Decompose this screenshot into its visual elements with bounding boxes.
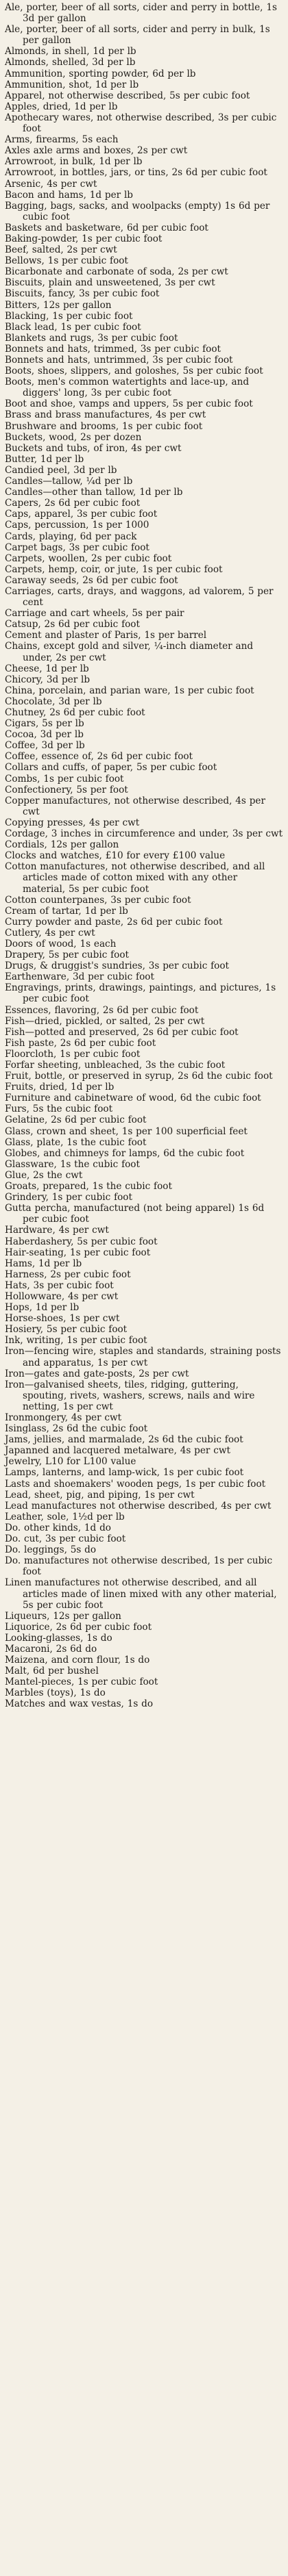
tariff-entry: Hair-seating, 1s per cubic foot: [5, 1247, 151, 1258]
tariff-entry: Bicarbonate and carbonate of soda, 2s per cwt: [5, 266, 228, 278]
tariff-entry: Boots, men's common watertights and lace-up, and diggers' long, 3s per cubic foot: [5, 377, 250, 399]
tariff-entry: Copper manufactures, not otherwise described, 4s per cwt: [5, 795, 265, 817]
tariff-entry: Chutney, 2s 6d per cubic foot: [5, 707, 145, 718]
tariff-entry: Cheese, 1d per lb: [5, 663, 89, 674]
tariff-entry: Grindery, 1s per cubic foot: [5, 1192, 132, 1203]
tariff-entry: Fish—potted and preserved, 2s 6d per cubic foot: [5, 1026, 239, 1038]
tariff-entry: Glue, 2s the cwt: [5, 1169, 83, 1181]
tariff-entry: Blankets and rugs, 3s per cubic foot: [5, 332, 178, 344]
tariff-entry: Cutlery, 4s per cwt: [5, 927, 95, 939]
tariff-entry: Cordials, 12s per gallon: [5, 839, 119, 851]
tariff-entry: Cotton counterpanes, 3s per cubic foot: [5, 894, 191, 906]
tariff-entry: Almonds, shelled, 3d per lb: [5, 57, 136, 68]
tariff-entry: Candied peel, 3d per lb: [5, 464, 117, 476]
tariff-entry: Iron—fencing wire, staples and standards, straining posts and apparatus, 1s per cwt: [5, 1346, 281, 1368]
tariff-entry: Ammunition, sporting powder, 6d per lb: [5, 68, 196, 79]
tariff-entry: Capers, 2s 6d per cubic foot: [5, 498, 141, 509]
tariff-entry: Caps, percussion, 1s per 1000: [5, 520, 149, 531]
tariff-entry: Combs, 1s per cubic foot: [5, 773, 124, 785]
tariff-entry: Forfar sheeting, unbleached, 3s the cubic foot: [5, 1060, 226, 1071]
tariff-entry: Cigars, 5s per lb: [5, 718, 84, 730]
tariff-entry: Glass, plate, 1s the cubic foot: [5, 1136, 147, 1148]
tariff-entry: Ironmongery, 4s per cwt: [5, 1412, 122, 1423]
tariff-entry: Haberdashery, 5s per cubic foot: [5, 1236, 158, 1247]
tariff-entry: Collars and cuffs, of paper, 5s per cubic foot: [5, 762, 217, 774]
tariff-entry: Bagging, bags, sacks, and woolpacks (empty) 1s 6d per cubic foot: [5, 200, 270, 222]
tariff-entry: Hosiery, 5s per cubic foot: [5, 1324, 128, 1336]
tariff-entry: Do. leggings, 5s do: [5, 1544, 97, 1556]
tariff-entry: Copying presses, 4s per cwt: [5, 817, 140, 828]
tariff-entry: Iron—gates and gate-posts, 2s per cwt: [5, 1368, 189, 1379]
tariff-entry: Cement and plaster of Paris, 1s per barrel: [5, 630, 207, 641]
tariff-entry: Do. cut, 3s per cubic foot: [5, 1533, 126, 1545]
tariff-entry: Buckets and tubs, of iron, 4s per cwt: [5, 442, 182, 454]
tariff-entry: Drapery, 5s per cubic foot: [5, 949, 129, 961]
tariff-entry: Glassware, 1s the cubic foot: [5, 1158, 140, 1170]
tariff-entry: Apples, dried, 1d per lb: [5, 101, 118, 112]
tariff-entry: Bellows, 1s per cubic foot: [5, 255, 128, 267]
tariff-entry: Carriages, carts, drays, and waggons, ad valorem, 5 per cent: [5, 585, 274, 609]
tariff-entry: Jams, jellies, and marmalade, 2s 6d the cubic foot: [5, 1434, 243, 1446]
tariff-entry: Catsup, 2s 6d per cubic foot: [5, 619, 140, 630]
tariff-entry: Do. other kinds, 1d do: [5, 1522, 111, 1533]
tariff-entry: Fruit, bottle, or preserved in syrup, 2s 6d the cubic foot: [5, 1071, 273, 1082]
tariff-entry: Bitters, 12s per gallon: [5, 299, 112, 311]
tariff-entry: Fish—dried, pickled, or salted, 2s per cwt: [5, 1015, 205, 1027]
tariff-entry: Boots, shoes, slippers, and goloshes, 5s per cubic foot: [5, 366, 263, 377]
tariff-entry: Carpets, hemp, coir, or jute, 1s per cubic foot: [5, 563, 223, 575]
tariff-entry: Baskets and basketware, 6d per cubic foot: [5, 222, 208, 233]
tariff-entry: Coffee, 3d per lb: [5, 740, 85, 752]
tariff-entry: Apparel, not otherwise described, 5s per cubic foot: [5, 90, 250, 101]
tariff-entry: Cream of tartar, 1d per lb: [5, 905, 128, 917]
tariff-entry: Mantel-pieces, 1s per cubic foot: [5, 1676, 158, 1688]
tariff-entry: Linen manufactures not otherwise described, and all articles made of linen mixed with any other material, 5s per cubic foot: [5, 1577, 277, 1611]
tariff-entry: Biscuits, fancy, 3s per cubic foot: [5, 288, 160, 300]
tariff-entry: Glass, crown and sheet, 1s per 100 superficial feet: [5, 1125, 248, 1137]
tariff-entry: Doors of wood, 1s each: [5, 938, 117, 949]
tariff-entry: Coffee, essence of, 2s 6d per cubic foot: [5, 751, 193, 763]
tariff-entry: Lead, sheet, pig, and piping, 1s per cwt: [5, 1489, 195, 1501]
tariff-entry: Gelatine, 2s 6d per cubic foot: [5, 1114, 147, 1126]
tariff-entry: Butter, 1d per lb: [5, 453, 84, 465]
tariff-entry: Furs, 5s the cubic foot: [5, 1104, 113, 1115]
tariff-entry: Bonnets and hats, untrimmed, 3s per cubic foot: [5, 355, 233, 366]
tariff-entry: Hollowware, 4s per cwt: [5, 1290, 119, 1302]
tariff-entry: Hardware, 4s per cwt: [5, 1225, 109, 1236]
tariff-entry: Earthenware, 3d per cubic foot: [5, 971, 154, 983]
tariff-entry: Horse-shoes, 1s per cwt: [5, 1313, 120, 1325]
tariff-entry: Black lead, 1s per cubic foot: [5, 321, 141, 333]
tariff-entry: Lamps, lanterns, and lamp-wick, 1s per cubic foot: [5, 1467, 244, 1479]
tariff-entry: Carpet bags, 3s per cubic foot: [5, 541, 149, 553]
tariff-entry: Groats, prepared, 1s the cubic foot: [5, 1181, 172, 1193]
tariff-entry: Caps, apparel, 3s per cubic foot: [5, 509, 158, 520]
tariff-entry: Drugs, & druggist's sundries, 3s per cubic foot: [5, 960, 229, 972]
tariff-entry: Fish paste, 2s 6d per cubic foot: [5, 1037, 156, 1049]
tariff-entry: Baking-powder, 1s per cubic foot: [5, 233, 163, 244]
tariff-entry: Gutta percha, manufactured (not being apparel) 1s 6d per cubic foot: [5, 1203, 265, 1225]
tariff-entry: Matches and wax vestas, 1s do: [5, 1698, 154, 1710]
tariff-entry: Confectionery, 5s per foot: [5, 784, 128, 795]
tariff-entry: Apothecary wares, not otherwise described, 3s per cubic foot: [5, 112, 277, 135]
tariff-entry: Curry powder and paste, 2s 6d per cubic foot: [5, 916, 223, 928]
tariff-entry: Carriage and cart wheels, 5s per pair: [5, 608, 184, 620]
tariff-entry: Chains, except gold and silver, ¼-inch diameter and under, 2s per cwt: [5, 641, 254, 663]
tariff-entry: Jewelry, L10 for L100 value: [5, 1456, 136, 1468]
tariff-entry: Ale, porter, beer of all sorts, cider and perry in bottle, 1s 3d per gallon: [5, 2, 277, 25]
tariff-entry: Arrowroot, in bulk, 1d per lb: [5, 156, 143, 168]
tariff-entry: Looking-glasses, 1s do: [5, 1632, 112, 1644]
tariff-entry: Cards, playing, 6d per pack: [5, 531, 137, 542]
tariff-entry: Bonnets and hats, trimmed, 3s per cubic foot: [5, 343, 221, 355]
tariff-entry: Hops, 1d per lb: [5, 1302, 80, 1314]
tariff-entry: Boot and shoe, vamps and uppers, 5s per cubic foot: [5, 398, 253, 410]
tariff-entry: Arsenic, 4s per cwt: [5, 178, 97, 190]
tariff-entry: Brass and brass manufactures, 4s per cwt: [5, 409, 206, 421]
tariff-entry: Leather, sole, 1½d per lb: [5, 1511, 125, 1522]
tariff-entry: Biscuits, plain and unsweetened, 3s per cwt: [5, 277, 215, 289]
tariff-entry: Arrowroot, in bottles, jars, or tins, 2s 6d per cubic foot: [5, 167, 267, 179]
tariff-entry: Iron—galvanised sheets, tiles, ridging, guttering, spouting, rivets, washers, screws, nails and wire netting, 1s per cwt: [5, 1379, 255, 1412]
tariff-entry: Essences, flavoring, 2s 6d per cubic foot: [5, 1004, 199, 1016]
tariff-entry: Cordage, 3 inches in circumference and under, 3s per cwt: [5, 828, 283, 840]
tariff-entry: Chocolate, 3d per lb: [5, 696, 102, 707]
tariff-entry: Cocoa, 3d per lb: [5, 729, 84, 741]
tariff-entry: Beef, salted, 2s per cwt: [5, 244, 117, 256]
tariff-entry: Candles—tallow, ¼d per lb: [5, 476, 133, 487]
tariff-entry: Harness, 2s per cubic foot: [5, 1268, 131, 1280]
tariff-entry: Japanned and lacquered metalware, 4s per cwt: [5, 1445, 230, 1457]
tariff-entry: Isinglass, 2s 6d the cubic foot: [5, 1423, 148, 1435]
tariff-entry: Arms, firearms, 5s each: [5, 134, 119, 146]
tariff-entry: Blacking, 1s per cubic foot: [5, 310, 133, 322]
tariff-entry: Hams, 1d per lb: [5, 1258, 82, 1269]
tariff-entry: Buckets, wood, 2s per dozen: [5, 431, 142, 443]
tariff-entry: Ammunition, shot, 1d per lb: [5, 79, 139, 90]
tariff-entry: Macaroni, 2s 6d do: [5, 1643, 97, 1655]
tariff-entry: Lasts and shoemakers' wooden pegs, 1s per cubic foot: [5, 1478, 266, 1490]
tariff-entry: Clocks and watches, £10 for every £100 value: [5, 850, 226, 862]
tariff-entry: Caraway seeds, 2s 6d per cubic foot: [5, 574, 178, 586]
tariff-entry: Liqueurs, 12s per gallon: [5, 1610, 121, 1622]
tariff-entry: Fruits, dried, 1d per lb: [5, 1082, 115, 1093]
tariff-entry: Do. manufactures not otherwise described, 1s per cubic foot: [5, 1555, 273, 1578]
tariff-entry: Carpets, woollen, 2s per cubic foot: [5, 552, 172, 564]
tariff-entry: Brushware and brooms, 1s per cubic foot: [5, 420, 203, 432]
tariff-entry: Candles—other than tallow, 1d per lb: [5, 487, 183, 498]
tariff-entry: Floorcloth, 1s per cubic foot: [5, 1048, 141, 1060]
tariff-entry: Hats, 3s per cubic foot: [5, 1279, 114, 1291]
tariff-entry: Engravings, prints, drawings, paintings, and pictures, 1s per cubic foot: [5, 982, 276, 1005]
tariff-entry: Bacon and hams, 1d per lb: [5, 189, 134, 201]
tariff-entry: Globes, and chimneys for lamps, 6d the cubic foot: [5, 1147, 245, 1159]
tariff-entry: Lead manufactures not otherwise described, 4s per cwt: [5, 1500, 272, 1512]
tariff-entry: Ale, porter, beer of all sorts, cider and perry in bulk, 1s per gallon: [5, 24, 270, 47]
tariff-entry: Marbles (toys), 1s do: [5, 1687, 106, 1699]
tariff-entry: Axles axle arms and boxes, 2s per cwt: [5, 145, 188, 157]
tariff-entry: Liquorice, 2s 6d per cubic foot: [5, 1621, 152, 1633]
tariff-entry: Furniture and cabinetware of wood, 6d the cubic foot: [5, 1093, 261, 1104]
tariff-entry: China, porcelain, and parian ware, 1s per cubic foot: [5, 685, 254, 696]
tariff-entry: Malt, 6d per bushel: [5, 1666, 99, 1677]
tariff-entry: Ink, writing, 1s per cubic foot: [5, 1335, 147, 1347]
tariff-entry: Cotton manufactures, not otherwise described, and all articles made of cotton mixed with any other material, 5s per cubic foot: [5, 861, 265, 895]
tariff-entry: Maizena, and corn flour, 1s do: [5, 1655, 150, 1666]
tariff-entry: Chicory, 3d per lb: [5, 674, 91, 685]
tariff-entry: Almonds, in shell, 1d per lb: [5, 46, 136, 58]
